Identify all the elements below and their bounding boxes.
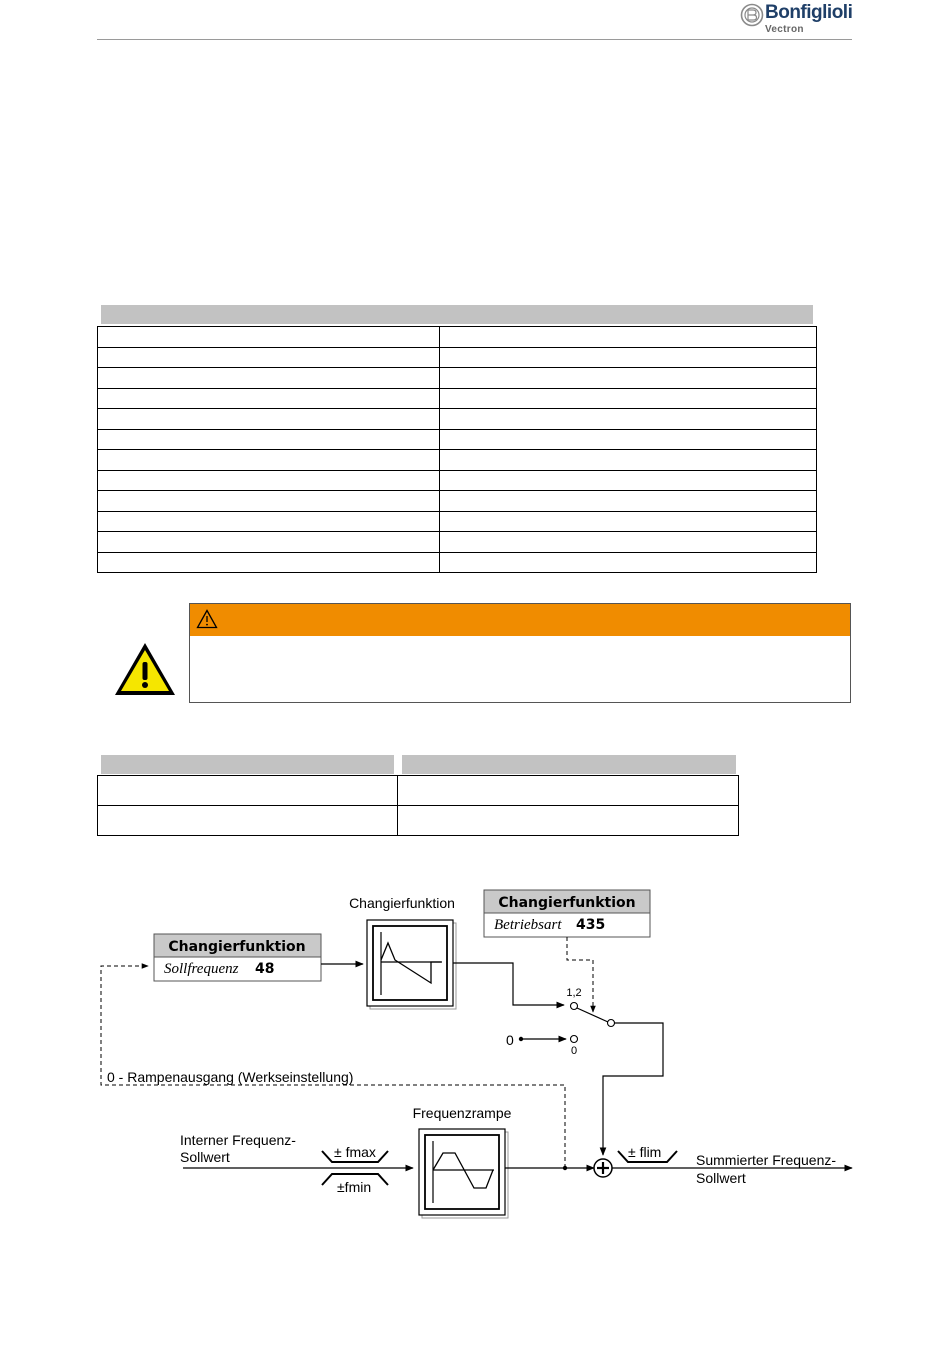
changier-block-label: Changierfunktion — [349, 895, 455, 911]
sollfrequenz-parameter-block — [154, 934, 321, 981]
betriebsart-block-title: Changierfunktion — [498, 895, 636, 911]
input-label-line1: Interner Frequenz- — [180, 1132, 296, 1148]
flim-label: ± flim — [628, 1144, 662, 1160]
betriebsart-parameter-block — [484, 890, 650, 937]
feedback-label: 0 - Rampenausgang (Werkseinstellung) — [107, 1069, 354, 1085]
betriebsart-param-label: Betriebsart — [494, 917, 562, 933]
mode-switch — [566, 987, 614, 1057]
frequenzrampe-label: Frequenzrampe — [412, 1105, 512, 1121]
switch-position-12: 1,2 — [566, 987, 582, 999]
summing-node — [594, 1159, 612, 1177]
sollfrequenz-block-title: Changierfunktion — [168, 939, 306, 955]
brand-subname: Vectron — [765, 24, 804, 35]
zero-input-label: 0 — [506, 1032, 514, 1048]
frequenzrampe-function-block — [419, 1129, 508, 1218]
sollfrequenz-param-number: 48 — [255, 961, 275, 977]
fmax-label: ± fmax — [334, 1144, 376, 1160]
output-label-line2: Sollwert — [696, 1170, 746, 1186]
switch-position-0: 0 — [570, 1045, 578, 1057]
fmin-label: ±fmin — [337, 1179, 372, 1195]
fmax-fmin-limiter — [322, 1144, 388, 1195]
brand-name: Bonfiglioli — [765, 2, 853, 23]
betriebsart-param-number: 435 — [576, 917, 606, 933]
input-label-line2: Sollwert — [180, 1149, 230, 1165]
sollfrequenz-param-label: Sollfrequenz — [164, 961, 239, 977]
flim-limiter — [618, 1144, 677, 1162]
output-label-line1: Summierter Frequenz- — [696, 1152, 837, 1168]
changier-function-block — [367, 920, 456, 1009]
